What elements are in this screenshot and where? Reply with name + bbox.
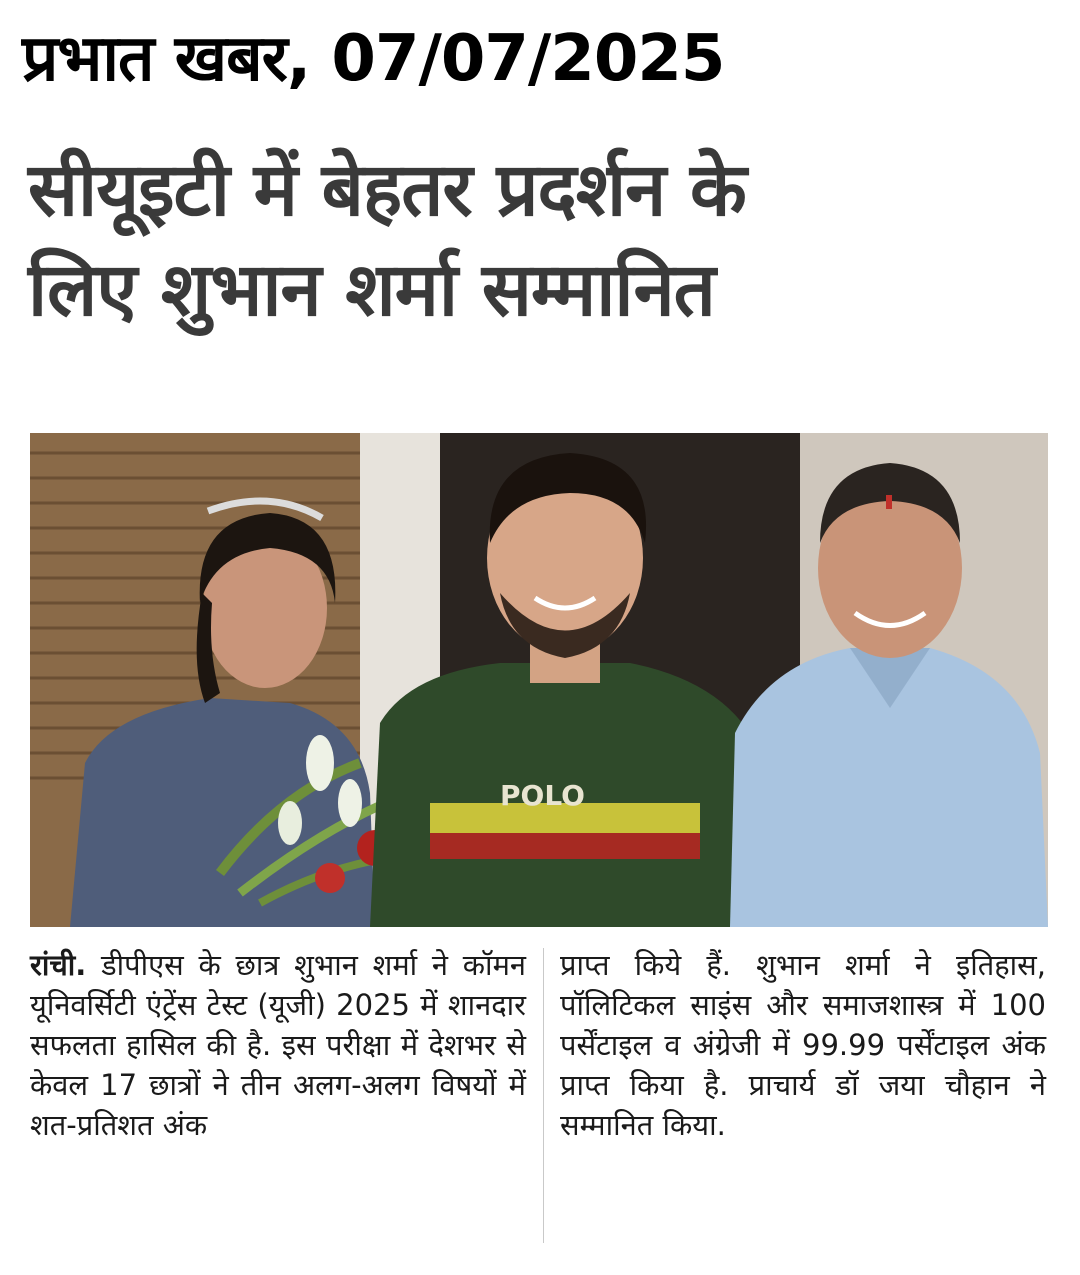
article-column-1-text: डीपीएस के छात्र शुभान शर्मा ने कॉमन यूनिवर्सिटी एंट्रेंस टेस्ट (यूजी) 2025 में शानदार सफलता हासिल की है. इस परीक्षा में देशभर से केवल 17 छात्रों ने तीन अलग-अलग विषयों में शत-प्रतिशत अंक xyxy=(30,948,527,1142)
article-column-2-text: प्राप्त किये हैं. शुभान शर्मा ने इतिहास, पॉलिटिकल साइंस और समाजशास्त्र में 100 पर्सेंटाइल व अंग्रेजी में 99.99 पर्सेंटाइल अंक प्राप्त किया है. प्राचार्य डॉ जया चौहान ने सम्मानित किया. xyxy=(560,948,1046,1142)
photo-illustration xyxy=(30,433,1048,927)
article-column-1 xyxy=(30,945,526,1245)
headline-line-2: लिए शुभान शर्मा सम्मानित xyxy=(28,247,715,333)
tshirt-text: POLO xyxy=(500,779,585,812)
masthead: प्रभात खबर, 07/07/2025 xyxy=(22,22,725,96)
headline xyxy=(28,140,1058,340)
headline-line-1: सीयूइटी में बेहतर प्रदर्शन के xyxy=(28,147,746,233)
article-dateline: रांची. xyxy=(30,948,87,982)
news-photo xyxy=(30,433,1048,927)
article-column-2 xyxy=(560,945,1046,1245)
tshirt-stripe-red xyxy=(430,833,700,859)
column-divider xyxy=(543,948,544,1243)
